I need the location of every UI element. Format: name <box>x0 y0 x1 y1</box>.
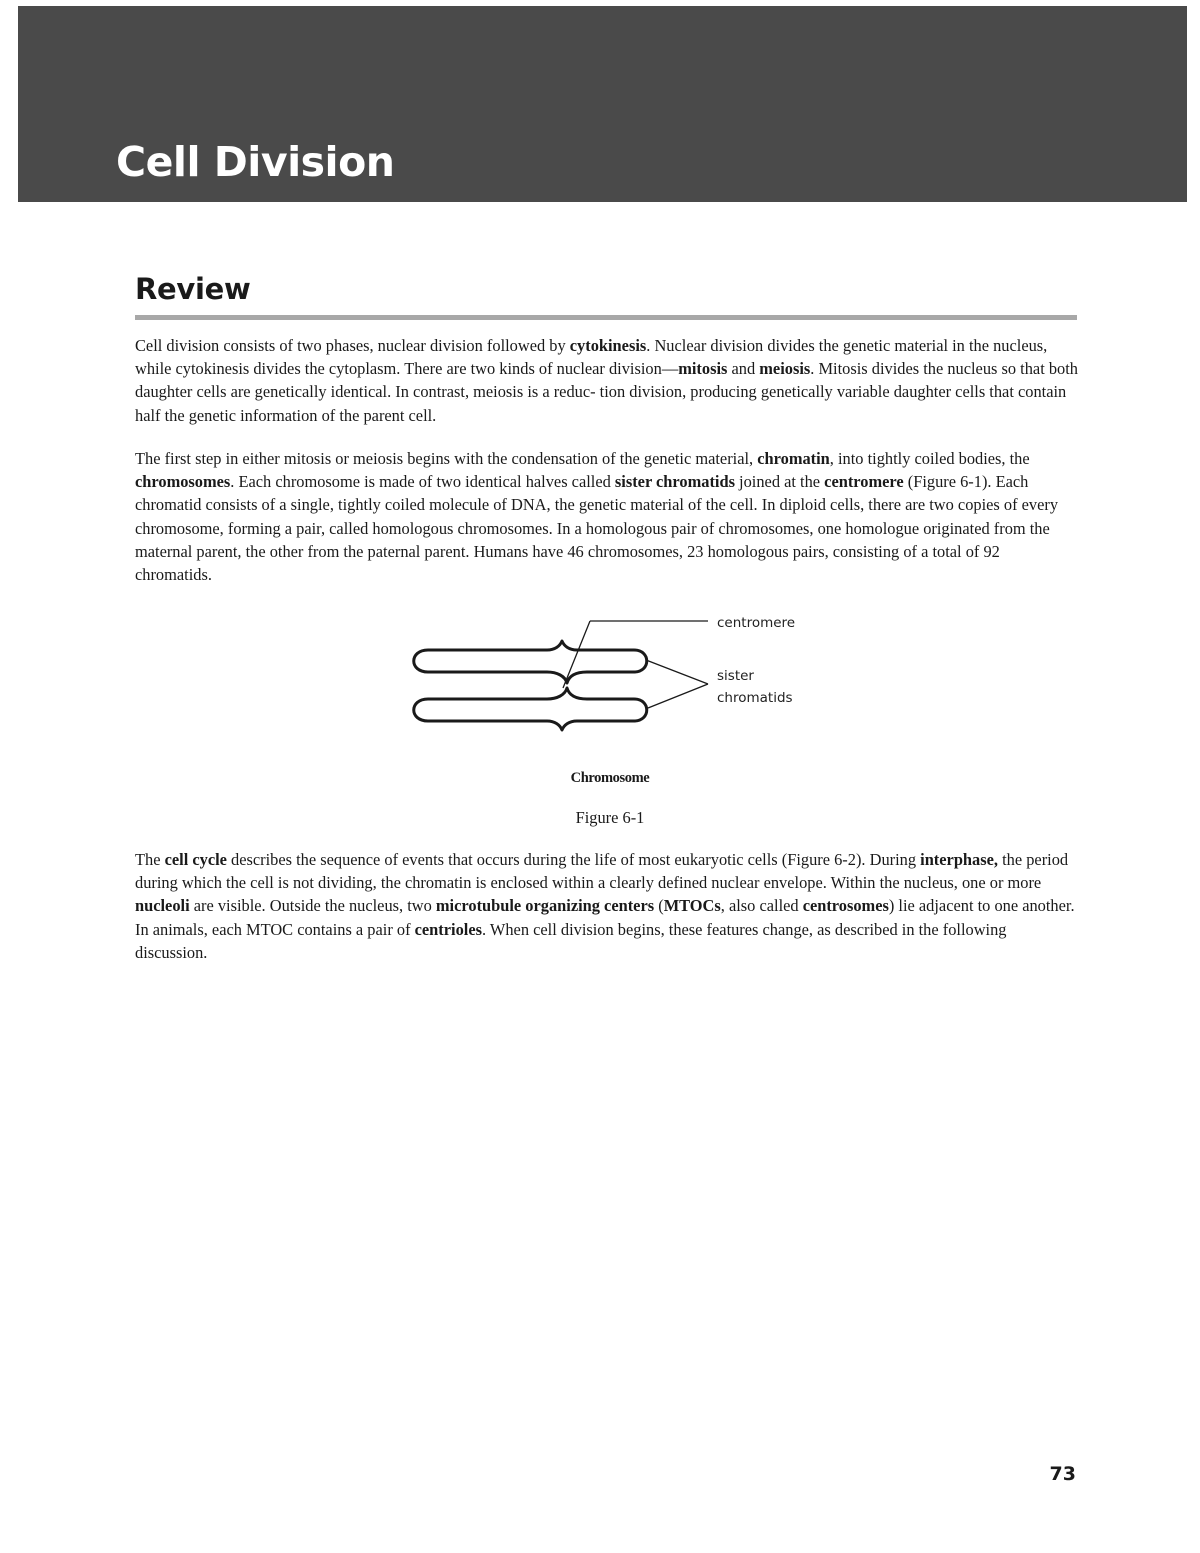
chapter-title: Cell Division <box>116 138 395 186</box>
term-chromatin: chromatin <box>757 449 830 468</box>
text-run: and <box>727 359 760 379</box>
term-sister-chromatids: sister chromatids <box>614 472 735 492</box>
text-run: describes the sequence of events that occurs during the life of most eukaryotic cells (Figure 6-2). During <box>226 850 921 869</box>
figure-caption: Figure 6-1 <box>575 808 645 827</box>
text-run: . Nuclear division divides the genetic material in the nucleus, while cytokinesis divides the cytoplasm. There are two kinds of nuclear division— <box>135 336 1048 379</box>
term-cell-cycle: cell cycle <box>164 850 227 869</box>
label-chromatids-line: chromatids <box>717 690 793 706</box>
term-centrosomes: centrosomes <box>802 896 889 916</box>
text-run: . Each chromosome is made of two identical halves called <box>230 472 615 492</box>
text-run: , into tightly coiled bodies, the <box>829 449 1030 468</box>
chromatid-left-lower <box>414 688 647 730</box>
paragraph-cell-division-phases <box>135 334 1080 427</box>
term-interphase: interphase, <box>920 850 998 869</box>
page-number: 73 <box>1049 1463 1076 1485</box>
term-centrioles: centrioles <box>414 919 482 939</box>
term-meiosis: meiosis <box>759 359 811 379</box>
term-mtoc: microtubule organizing centers <box>435 896 655 916</box>
text-run: (Figure 6-1). Each chromatid consists of a single, tightly coiled molecule of DNA, the genetic material of the cell. In diploid cells, there are two copies of every chromosome, forming a pair, called homologous chromosomes. In a homologous pair of chromosomes, one homologue originated from the maternal parent, the other from the paternal parent. Humans have 46 chromosomes, 23 homologous pairs, consisting of a total of 92 chromatids. <box>135 472 1059 585</box>
label-sister-line: sister <box>717 668 754 684</box>
paragraph-cell-cycle <box>135 848 1080 964</box>
text-run: the period during which the cell is not dividing, the chromatin is enclosed within a clearly defined nuclear envelope. Within the nucleus, one or more <box>135 850 1069 893</box>
text-run: are visible. Outside the nucleus, two <box>189 896 436 916</box>
section-heading: Review <box>135 272 251 306</box>
term-centromere: centromere <box>824 472 904 492</box>
sister-leader-lower <box>648 684 708 708</box>
term-cytokinesis: cytokinesis <box>569 336 647 355</box>
text-run: ) lie adjacent to one another. In animals, each MTOC contains a pair of <box>135 896 1075 939</box>
chromatid-left-upper <box>414 641 647 683</box>
text-run: ( <box>654 896 664 916</box>
term-mtocs: MTOCs <box>663 896 721 916</box>
term-nucleoli: nucleoli <box>135 896 190 916</box>
label-centromere: centromere <box>717 615 796 631</box>
section-divider <box>135 315 1077 320</box>
sister-leader-upper <box>646 660 708 684</box>
paragraph-chromosomes <box>135 447 1080 586</box>
label-sister-chromatids <box>717 665 817 709</box>
text-run: joined at the <box>734 472 825 492</box>
text-run: . When cell division begins, these features change, as described in the following discussion. <box>135 919 1007 962</box>
term-chromosomes: chromosomes <box>135 472 231 492</box>
text-run: Cell division consists of two phases, nuclear division followed by <box>135 336 570 355</box>
term-mitosis: mitosis <box>678 359 728 379</box>
figure-title: Chromosome <box>570 770 650 786</box>
text-run: . Mitosis divides the nucleus so that both daughter cells are genetically identical. In contrast, meiosis is a reduc- tion division, producing genetically variable daughter cells that contain half the genetic information of the parent cell. <box>135 359 1078 425</box>
centromere-leader-line <box>563 621 590 688</box>
text-run: The first step in either mitosis or meiosis begins with the condensation of the genetic material, <box>135 449 758 468</box>
text-run: , also called <box>720 896 803 916</box>
text-run: The <box>135 850 165 869</box>
